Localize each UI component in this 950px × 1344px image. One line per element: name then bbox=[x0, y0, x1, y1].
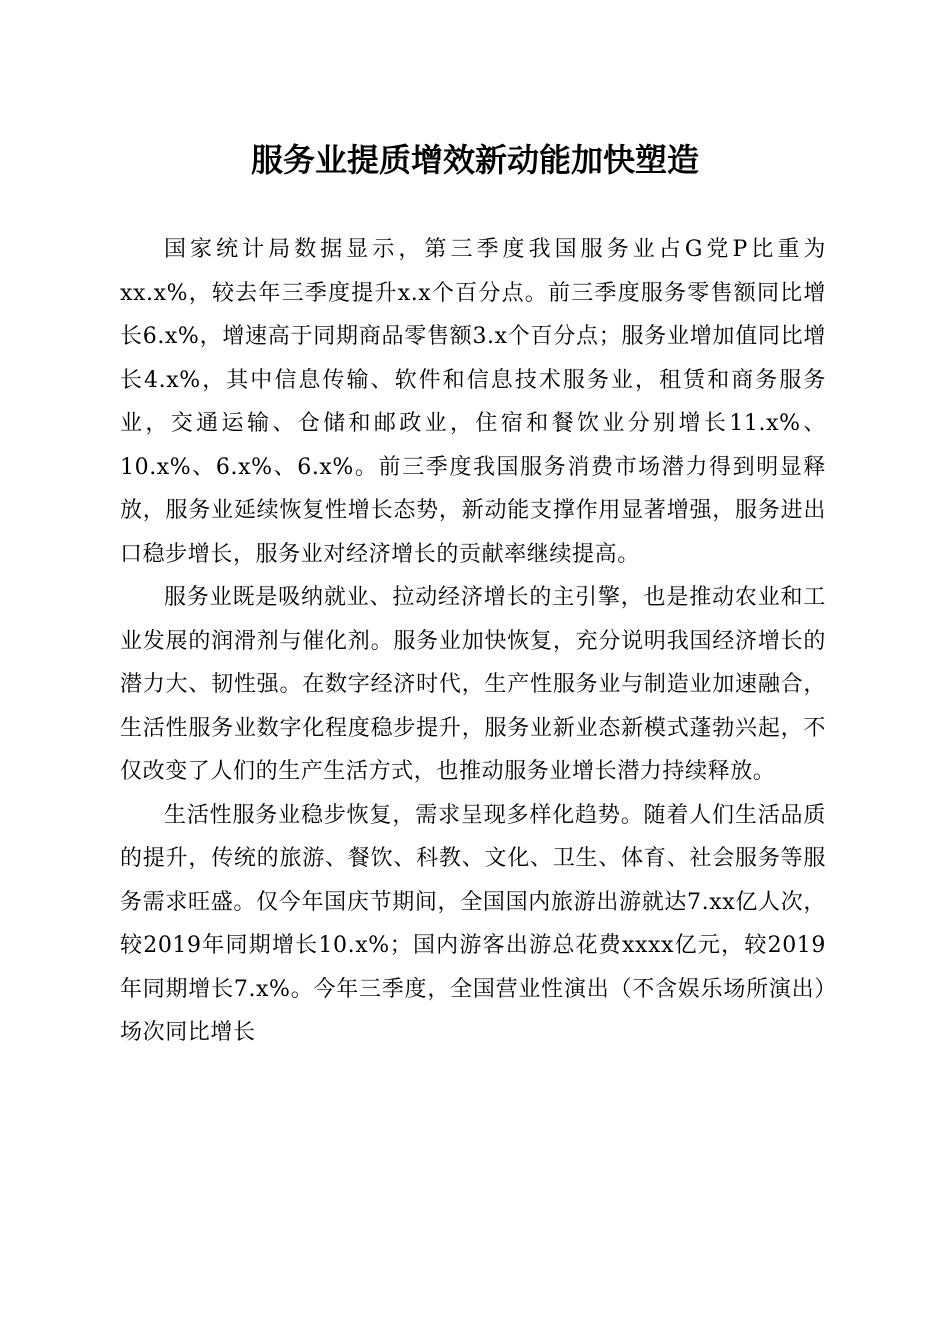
paragraph-3: 生活性服务业稳步恢复，需求呈现多样化趋势。随着人们生活品质的提升，传统的旅游、餐饮、科教、文化、卫生、体育、社会服务等服务需求旺盛。仅今年国庆节期间，全国国内旅游出游就达7.xx亿人次，较2019年同期增长10.x%；国内游客出游总花费xxxx亿元，较2019年同期增长7.x%。今年三季度，全国营业性演出（不含娱乐场所演出）场次同比增长 bbox=[120, 802, 826, 1045]
paragraph-1: 国家统计局数据显示，第三季度我国服务业占G党P比重为xx.x%，较去年三季度提升x.x个百分点。前三季度服务零售额同比增长6.x%，增速高于同期商品零售额3.x个百分点；服务业增加值同比增长4.x%，其中信息传输、软件和信息技术服务业，租赁和商务服务业，交通运输、仓储和邮政业，住宿和餐饮业分别增长11.x%、10.x%、6.x%、6.x%。前三季度我国服务消费市场潜力得到明显释放，服务业延续恢复性增长态势，新动能支撑作用显著增强，服务进出口稳步增长，服务业对经济增长的贡献率继续提高。 bbox=[120, 237, 826, 567]
paragraph-2: 服务业既是吸纳就业、拉动经济增长的主引擎，也是推动农业和工业发展的润滑剂与催化剂。服务业加快恢复，充分说明我国经济增长的潜力大、韧性强。在数字经济时代，生产性服务业与制造业加速融合，生活性服务业数字化程度稳步提升，服务业新业态新模式蓬勃兴起，不仅改变了人们的生产生活方式，也推动服务业增长潜力持续释放。 bbox=[120, 585, 826, 784]
document-title: 服务业提质增效新动能加快塑造 bbox=[250, 141, 699, 179]
document-body bbox=[120, 228, 826, 1055]
